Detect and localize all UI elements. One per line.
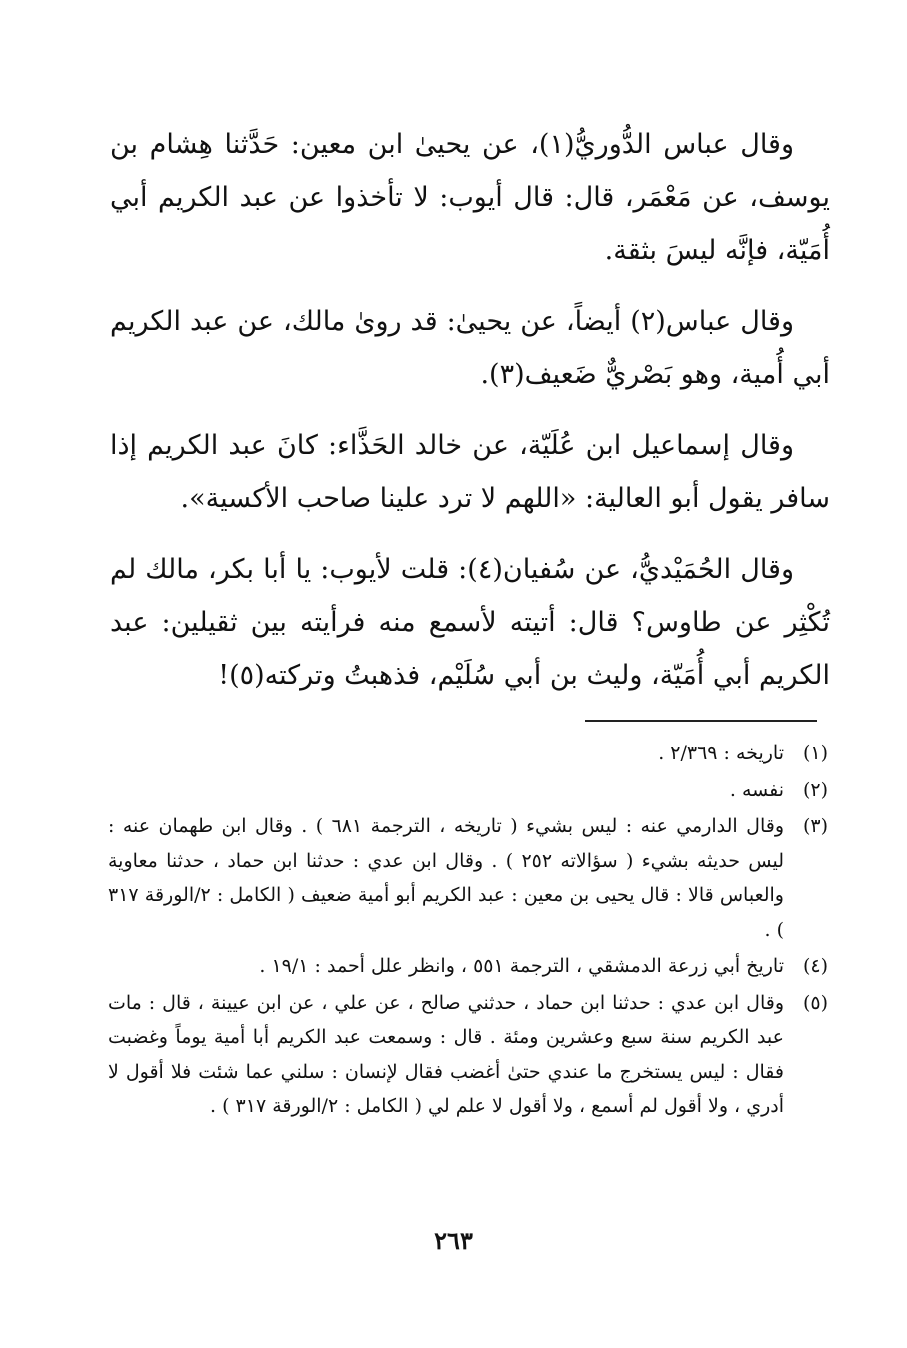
footnote-3 [108,809,828,947]
footnote-text: تاريخ أبي زرعة الدمشقي ، الترجمة ٥٥١ ، وانظر علل أحمد : ١٩/١ . [259,955,784,977]
footnote-2 [108,773,828,808]
footnote-text: وقال الدارمي عنه : ليس بشيء ( تاريخه ، الترجمة ٦٨١ ) . وقال ابن طهمان عنه : ليس حديثه بشيء ( سؤالاته ٢٥٢ ) . وقال ابن عدي : حدثنا ابن حماد ، حدثنا معاوية والعباس قالا : قال يحيى بن معين : عبد الكريم أبو أمية ضعيف ( الكامل : ٢/الورقة ٣١٧ ) . [108,815,784,941]
footnote-text: نفسه . [729,778,784,801]
body-paragraph-3: وقال إسماعيل ابن عُلَيّة، عن خالد الحَذَّاء: كانَ عبد الكريم إذا سافر يقول أبو العالية: «اللهم لا ترد علينا صاحب الأكسية». [110,430,830,514]
body-paragraph-1: وقال عباس الدُّوريُّ(١)، عن يحيىٰ ابن معين: حَدَّثنا هِشام بن يوسف، عن مَعْمَر، قال: قال أيوب: لا تأخذوا عن عبد الكريم أبي أُمَيّة، فإنَّه ليسَ بثقة. [110,129,830,266]
body-paragraph-4: وقال الحُمَيْديُّ، عن سُفيان(٤): قلت لأيوب: يا أبا بكر، مالك لم تُكْثِر عن طاوس؟ قال: أتيته لأسمع منه فرأيته بين ثقيلين: عبد الكريم أبي أُمَيّة، وليث بن أبي سُلَيْم، فذهبتُ وتركته(٥)! [110,554,830,691]
body-paragraph-2: وقال عباس(٢) أيضاً، عن يحيىٰ: قد روىٰ مالك، عن عبد الكريم أبي أُمية، وهو بَصْريٌّ ضَعيف(٣). [110,306,830,390]
footnote-text: تاريخه : ٢/٣٦٩ . [658,742,784,764]
footnote-5 [108,986,828,1124]
footnote-number: (٢) [802,778,828,801]
footnote-number: (٤) [802,955,828,977]
footnote-1 [108,736,828,771]
footnote-text: وقال ابن عدي : حدثنا ابن حماد ، حدثني صالح ، عن علي ، عن ابن عيينة ، قال : مات عبد الكريم سنة سبع وعشرين ومئة . قال : وسمعت عبد الكريم أبا أمية يوماً وغضبت فقال : ليس يستخرج ما عندي حتىٰ أغضب فقال لإنسان : سلني عما شئت فلا أقول لا أدري ، ولا أقول لم أسمع ، ولا أقول لا علم لي ( الكامل : ٢/الورقة ٣١٧ ) . [108,991,784,1117]
footnote-4 [108,949,828,984]
footnotes [108,736,828,1126]
main-text-body [110,118,830,720]
footnote-number: (١) [802,742,828,764]
page-number: ٢٦٣ [434,1226,473,1255]
footnote-number: (٣) [802,815,828,837]
footnote-number: (٥) [802,991,828,1014]
footnote-separator [585,720,817,722]
